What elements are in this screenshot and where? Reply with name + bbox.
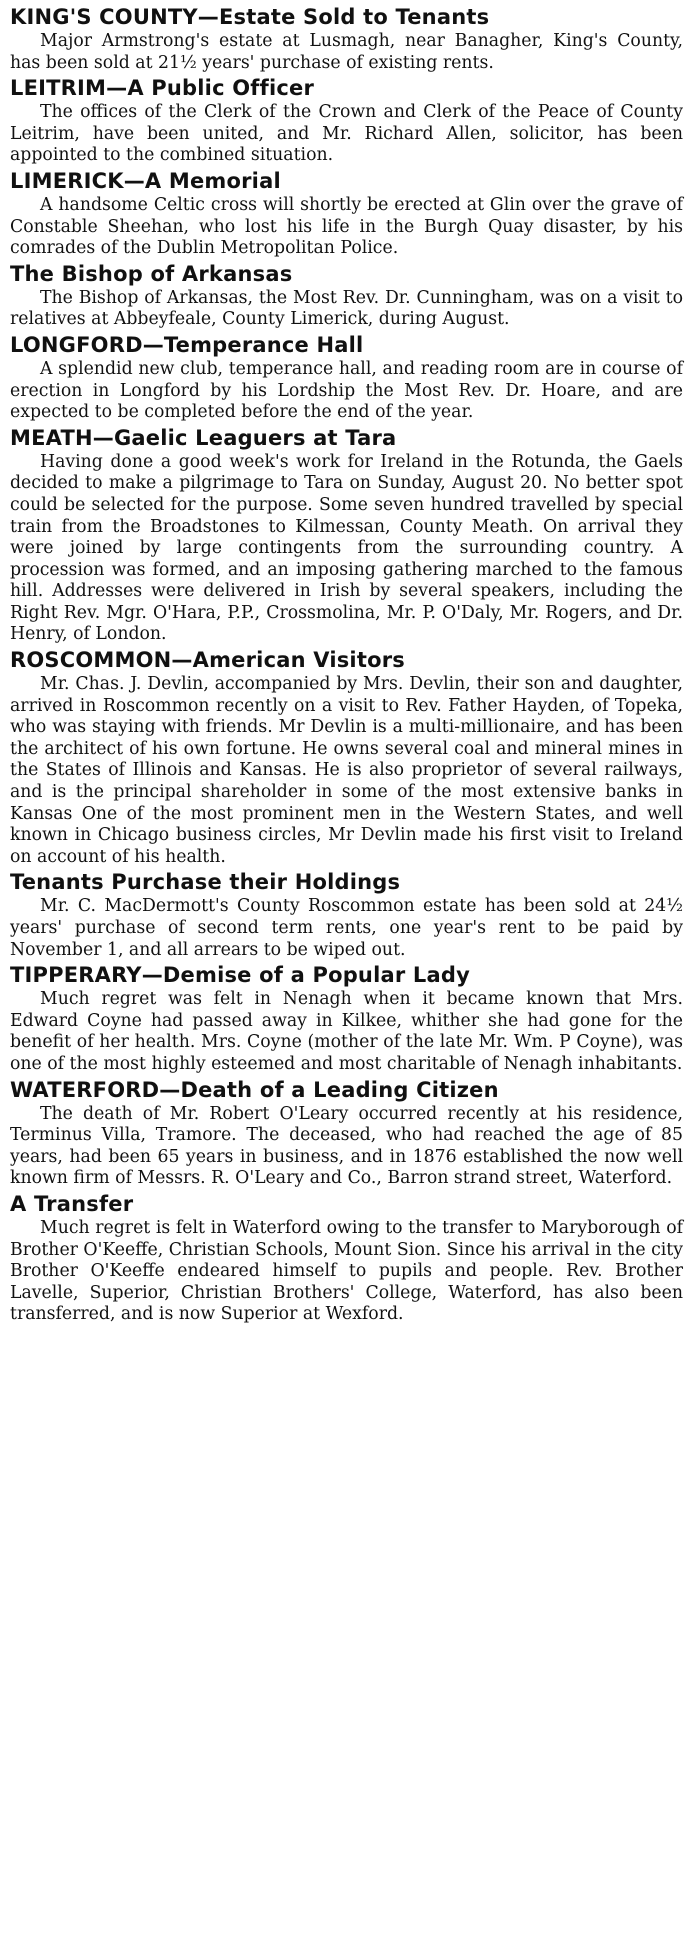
article-limerick xyxy=(10,168,683,260)
article-a-transfer xyxy=(10,1191,683,1326)
article-body: Mr. C. MacDermott's County Roscommon estate has been sold at 24½ years' purchase of second term rents, one year's rent to be paid by November 1, and all arrears to be wiped out. xyxy=(10,896,683,960)
article-body: The offices of the Clerk of the Crown and Clerk of the Peace of County Leitrim, have been united, and Mr. Richard Allen, solicitor, has been appointed to the combined situation. xyxy=(10,102,683,166)
article-roscommon xyxy=(10,647,683,868)
article-heading: MEATH—Gaelic Leaguers at Tara xyxy=(10,425,397,450)
article-body: Much regret is felt in Waterford owing to the transfer to Maryborough of Brother O'Keeffe, Christian Schools, Mount Sion. Since his arrival in the city Brother O'Keeffe endeared himself to pupils and people. Rev. Brother Lavelle, Superior, Christian Brothers' College, Waterford, has also been transferred, and is now Superior at Wexford. xyxy=(10,1217,683,1325)
article-heading: LEITRIM—A Public Officer xyxy=(10,76,315,101)
article-heading: KING'S COUNTY—Estate Sold to Tenants xyxy=(10,5,490,29)
article-heading: WATERFORD—Death of a Leading Citizen xyxy=(10,1077,499,1102)
article-tenants-purchase xyxy=(10,869,683,961)
article-heading: LIMERICK—A Memorial xyxy=(10,168,281,193)
article-body: A handsome Celtic cross will shortly be erected at Glin over the grave of Constable Sheehan, who lost his life in the Burgh Quay disaster, by his comrades of the Dublin Metropolitan Police. xyxy=(10,194,683,259)
article-body: The Bishop of Arkansas, the Most Rev. Dr. Cunningham, was on a visit to relatives at Abbeyfeale, County Limerick, during August. xyxy=(10,287,683,330)
article-heading: LONGFORD—Temperance Hall xyxy=(10,332,364,357)
article-body: A splendid new club, temperance hall, and reading room are in course of erection in Longford by his Lordship the Most Rev. Dr. Hoare, and are expected to be completed before the end of the year. xyxy=(10,358,683,423)
article-tipperary xyxy=(10,962,683,1075)
article-body: Mr. Chas. J. Devlin, accompanied by Mrs. Devlin, their son and daughter, arrived in Roscommon recently on a visit to Rev. Father Hayden, of Topeka, who was staying with friends. Mr Devlin is a multi-millionaire, and has been the architect of his own fortune. He owns several coal and mineral mines in the States of Illinois and Kansas. He is also proprietor of several railways, and is the principal shareholder in some of the most extensive banks in Kansas One of the most prominent men in the Western States, and well known in Chicago business circles, Mr Devlin made his first visit to Ireland on account of his health. xyxy=(10,674,683,867)
article-waterford xyxy=(10,1077,683,1190)
article-heading: The Bishop of Arkansas xyxy=(10,261,293,286)
article-body: Having done a good week's work for Ireland in the Rotunda, the Gaels decided to make a pilgrimage to Tara on Sunday, August 20. No better spot could be selected for the purpose. Some seven hundred travelled by special train from the Broadstones to Kilmessan, County Meath. On arrival they were joined by large contingents from the surrounding country. A procession was formed, and an imposing gathering marched to the famous hill. Addresses were delivered in Irish by several speakers, including the Right Rev. Mgr. O'Hara, P.P., Crossmolina, Mr. P. O'Daly, Mr. Rogers, and Dr. Henry, of London. xyxy=(10,451,683,645)
article-bishop-of-arkansas xyxy=(10,261,683,331)
article-kings-county xyxy=(10,4,683,74)
article-body: Major Armstrong's estate at Lusmagh, near Banagher, King's County, has been sold at 21½ years' purchase of existing rents. xyxy=(10,31,683,73)
article-heading: A Transfer xyxy=(10,1191,134,1216)
article-leitrim xyxy=(10,75,683,167)
article-heading: TIPPERARY—Demise of a Popular Lady xyxy=(10,963,470,988)
article-body: Much regret was felt in Nenagh when it became known that Mrs. Edward Coyne had passed away in Kilkee, whither she had gone for the benefit of her health. Mrs. Coyne (mother of the late Mr. Wm. P Coyne), was one of the most highly esteemed and most charitable of Nenagh inhabitants. xyxy=(10,989,683,1074)
article-body: The death of Mr. Robert O'Leary occurred recently at his residence, Terminus Villa, Tramore. The deceased, who had reached the age of 85 years, had been 65 years in business, and in 1876 established the now well known firm of Messrs. R. O'Leary and Co., Barron strand street, Waterford. xyxy=(10,1103,683,1189)
article-heading: ROSCOMMON—American Visitors xyxy=(10,648,405,673)
article-longford xyxy=(10,332,683,424)
article-meath xyxy=(10,425,683,646)
article-heading: Tenants Purchase their Holdings xyxy=(10,870,401,895)
